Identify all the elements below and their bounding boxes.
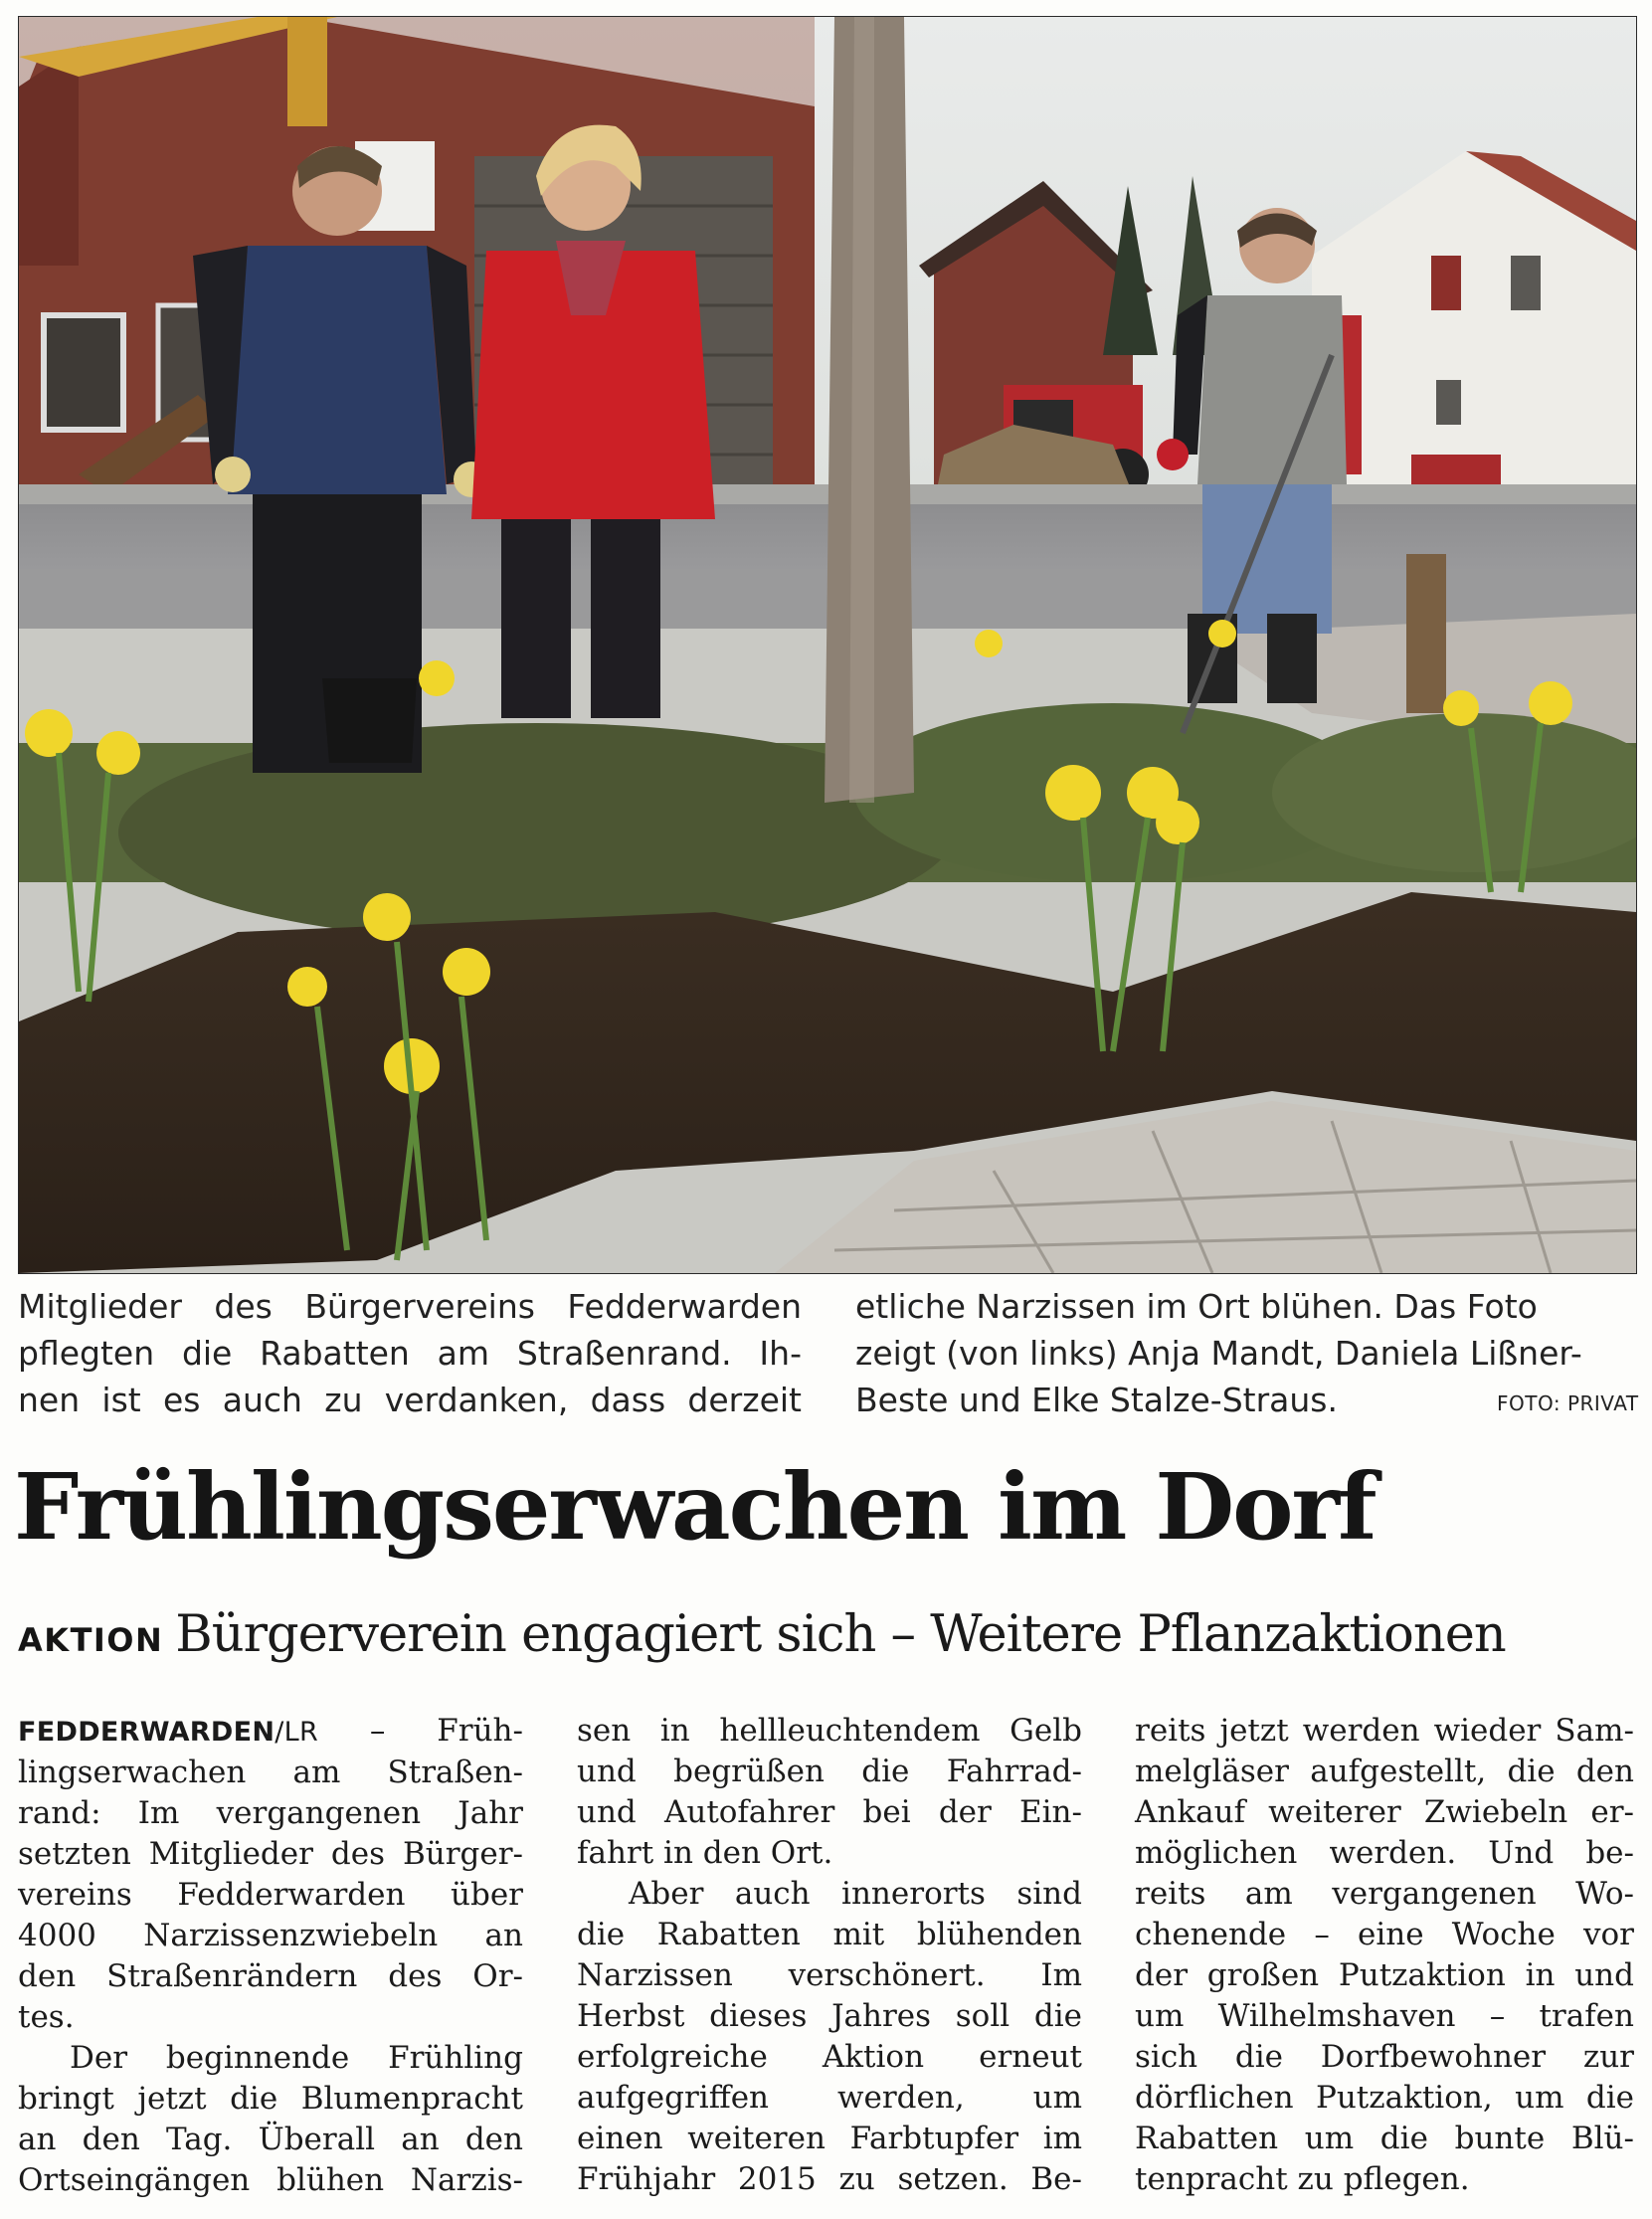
dateline-dash: – Früh- xyxy=(318,1713,523,1749)
article-line: tenpracht zu pflegen. xyxy=(1135,2161,1470,2197)
article-line: tes. xyxy=(18,1999,75,2035)
article-line: Frühjahr 2015 zu setzen. Be- xyxy=(577,2161,1082,2197)
article-line: Der beginnende Frühling xyxy=(70,2040,523,2076)
article-line: einen weiteren Farbtupfer im xyxy=(577,2121,1082,2156)
article-line: erfolgreiche Aktion erneut xyxy=(577,2039,1082,2075)
article-line: an den Tag. Überall an den xyxy=(18,2122,523,2157)
article-line: Ortseingängen blühen Narzis- xyxy=(18,2162,523,2198)
article-line: der großen Putzaktion in und xyxy=(1135,1957,1634,1993)
caption-line: Beste und Elke Stalze-Straus. xyxy=(855,1381,1338,1419)
article-line: dörflichen Putzaktion, um die xyxy=(1135,2080,1634,2116)
photo-icon xyxy=(19,17,1636,1273)
article-column-2 xyxy=(577,1711,1082,2200)
article-line: sich die Dorfbewohner zur xyxy=(1135,2039,1634,2075)
article-line: chenende – eine Woche vor xyxy=(1135,1917,1634,1952)
article-line: die Rabatten mit blühenden xyxy=(577,1917,1082,1952)
caption-line: Mitglieder des Bürgervereins Fedderwarden xyxy=(18,1287,802,1326)
photo-caption-left xyxy=(18,1283,802,1423)
article-subtitle: Bürgerverein engagiert sich – Weitere Pflanzaktionen xyxy=(175,1605,1506,1664)
dateline-place: FEDDERWARDEN xyxy=(18,1717,275,1748)
caption-line: zeigt (von links) Anja Mandt, Daniela Lißner- xyxy=(855,1334,1582,1373)
article-line: aufgegriffen werden, um xyxy=(577,2080,1082,2116)
article-line: und begrüßen die Fahrrad- xyxy=(577,1754,1082,1789)
article-line: und Autofahrer bei der Ein- xyxy=(577,1794,1082,1830)
article-line: den Straßenrändern des Or- xyxy=(18,1958,523,1994)
article-column-3 xyxy=(1135,1711,1634,2200)
article-line xyxy=(18,1711,523,1753)
article-line: reits jetzt werden wieder Sam- xyxy=(1135,1713,1634,1749)
photo-credit: FOTO: PRIVAT xyxy=(1497,1391,1639,1415)
article-line: Rabatten um die bunte Blü- xyxy=(1135,2121,1634,2156)
article-line: reits am vergangenen Wo- xyxy=(1135,1876,1634,1912)
kicker-label: AKTION xyxy=(18,1621,164,1659)
caption-line: pflegten die Rabatten am Straßenrand. Ih- xyxy=(18,1334,802,1373)
article-line: sen in hellleuchtendem Gelb xyxy=(577,1713,1082,1749)
article-line: Aber auch innerorts sind xyxy=(629,1876,1082,1912)
article-line: vereins Fedderwarden über xyxy=(18,1877,523,1913)
article-line: fahrt in den Ort. xyxy=(577,1835,833,1871)
article-line: bringt jetzt die Blumenpracht xyxy=(18,2081,523,2117)
article-line: Herbst dieses Jahres soll die xyxy=(577,1998,1082,2034)
caption-line: etliche Narzissen im Ort blühen. Das Foto xyxy=(855,1287,1538,1326)
article-column-1 xyxy=(18,1711,523,2201)
article-subline xyxy=(18,1603,1506,1679)
caption-line: nen ist es auch zu verdanken, dass derzeit xyxy=(18,1381,802,1419)
article-line: Narzissen verschönert. Im xyxy=(577,1957,1082,1993)
article-line: Ankauf weiterer Zwiebeln er- xyxy=(1135,1794,1634,1830)
article-headline: Frühlingserwachen im Dorf xyxy=(14,1453,1376,1561)
article-line: melgläser aufgestellt, die den xyxy=(1135,1754,1634,1789)
dateline-agency: /LR xyxy=(275,1717,319,1748)
article-line: 4000 Narzissenzwiebeln an xyxy=(18,1918,523,1953)
article-line: rand: Im vergangenen Jahr xyxy=(18,1795,523,1831)
article-line: möglichen werden. Und be- xyxy=(1135,1835,1634,1871)
article-line: setzten Mitglieder des Bürger- xyxy=(18,1836,523,1872)
article-line: lingserwachen am Straßen- xyxy=(18,1755,523,1790)
article-photo xyxy=(18,16,1637,1274)
article-line: um Wilhelmshaven – trafen xyxy=(1135,1998,1634,2034)
